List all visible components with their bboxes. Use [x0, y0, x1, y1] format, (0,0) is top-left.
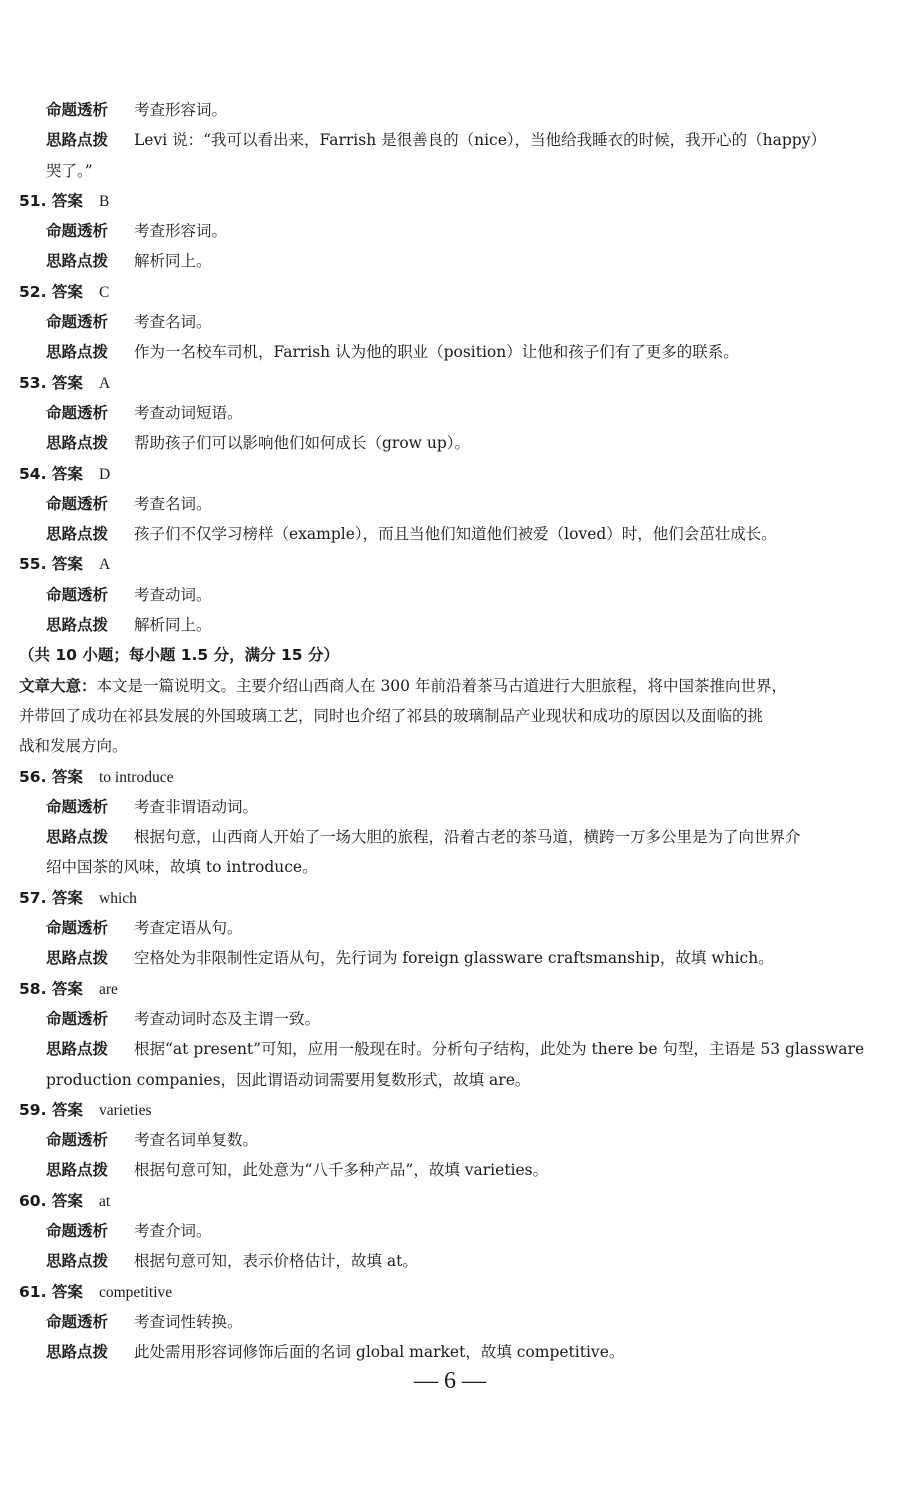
- analysis-label: 命题透析: [46, 1221, 109, 1240]
- analysis-label: 命题透析: [46, 797, 109, 816]
- answer-item-59: [19, 1095, 883, 1186]
- question-number: 60. 答案: [19, 1191, 83, 1210]
- analysis-text: 考查名词。: [134, 313, 212, 332]
- hint-text: 作为一名校车司机，Farrish 认为他的职业（position）让他和孩子们有了更多的联系。: [134, 343, 739, 362]
- hint-label: 思路点拨: [46, 131, 109, 150]
- question-number: 61. 答案: [19, 1282, 83, 1301]
- answer-value: B: [99, 192, 110, 210]
- answer-item-58: [19, 974, 883, 1095]
- answer-item-53: [19, 368, 883, 459]
- analysis-label: 命题透析: [46, 1312, 109, 1331]
- summary-line-1: [19, 671, 883, 701]
- analysis-row: [19, 95, 883, 125]
- question-number: 57. 答案: [19, 888, 83, 907]
- answer-value: C: [99, 283, 110, 301]
- hint-text: 空格处为非限制性定语从句，先行词为 foreign glassware craftsmanship，故填 which。: [134, 949, 774, 968]
- hint-label: 思路点拨: [46, 949, 109, 968]
- summary-line-2: 并带回了成功在祁县发展的外国玻璃工艺，同时也介绍了祁县的玻璃制品产业现状和成功的原因以及面临的挑: [19, 706, 764, 725]
- hint-label: 思路点拨: [46, 525, 109, 544]
- analysis-label: 命题透析: [46, 222, 109, 241]
- analysis-text: 考查动词。: [134, 585, 212, 604]
- answer-value: to introduce: [99, 768, 174, 786]
- hint-continuation: [19, 156, 883, 186]
- hint-label: 思路点拨: [46, 1161, 109, 1180]
- answer-key-content: [19, 95, 883, 1367]
- analysis-text: 考查形容词。: [134, 222, 228, 241]
- analysis-text: 考查名词单复数。: [134, 1131, 259, 1150]
- analysis-text: 考查介词。: [134, 1221, 212, 1240]
- analysis-text: 考查动词时态及主谓一致。: [134, 1009, 321, 1028]
- answer-group-b: [19, 762, 883, 1368]
- hint-text: 根据“at present”可知，应用一般现在时。分析句子结构，此处为 there be 句型，主语是 53 glassware: [134, 1040, 865, 1059]
- analysis-text: 考查定语从句。: [134, 919, 243, 938]
- question-number: 59. 答案: [19, 1100, 83, 1119]
- hint-label: 思路点拨: [46, 252, 109, 271]
- question-number: 53. 答案: [19, 373, 83, 392]
- analysis-text: 考查非谓语动词。: [134, 797, 259, 816]
- hint-label: 思路点拨: [46, 343, 109, 362]
- answer-value: at: [99, 1192, 111, 1210]
- question-number: 52. 答案: [19, 282, 83, 301]
- analysis-label: 命题透析: [46, 1009, 109, 1028]
- question-number: 54. 答案: [19, 464, 83, 483]
- answer-value: competitive: [99, 1283, 173, 1301]
- answer-item-54: [19, 459, 883, 550]
- answer-item-56: [19, 762, 883, 883]
- hint-label: 思路点拨: [46, 1252, 109, 1271]
- hint-label: 思路点拨: [46, 434, 109, 453]
- hint-label: 思路点拨: [46, 1040, 109, 1059]
- hint-continuation: production companies，因此谓语动词需要用复数形式，故填 are。: [46, 1070, 531, 1089]
- question-number: 56. 答案: [19, 767, 83, 786]
- hint-label: 思路点拨: [46, 828, 109, 847]
- answer-value: D: [99, 465, 111, 483]
- analysis-text: 考查形容词。: [134, 101, 228, 119]
- analysis-label: 命题透析: [46, 494, 109, 513]
- answer-value: which: [99, 889, 137, 907]
- hint-text: 解析同上。: [134, 252, 212, 271]
- analysis-label: 命题透析: [46, 403, 109, 422]
- answer-value: A: [99, 556, 111, 574]
- hint-text: 哭了。”: [46, 161, 93, 180]
- question-number: 58. 答案: [19, 979, 83, 998]
- hint-label: 思路点拨: [46, 616, 109, 635]
- answer-value: A: [99, 374, 111, 392]
- hint-text: 解析同上。: [134, 616, 212, 635]
- question-number: 55. 答案: [19, 555, 83, 574]
- analysis-text: 考查名词。: [134, 494, 212, 513]
- answer-item-51: [19, 186, 883, 277]
- analysis-text: 考查动词短语。: [134, 403, 243, 422]
- section-header: （共 10 小题；每小题 1.5 分，满分 15 分）: [19, 646, 339, 665]
- hint-text: 帮助孩子们可以影响他们如何成长（grow up）。: [134, 434, 471, 453]
- question-number: 51. 答案: [19, 191, 83, 210]
- answer-value: varieties: [99, 1101, 152, 1119]
- summary-label: 文章大意：: [19, 676, 97, 695]
- answer-item-60: [19, 1186, 883, 1277]
- summary-text: 本文是一篇说明文。主要介绍山西商人在 300 年前沿着茶马古道进行大胆旅程，将中国茶推向世界，: [96, 676, 787, 695]
- hint-text: 根据句意可知，此处意为“八千多种产品”，故填 varieties。: [134, 1161, 549, 1180]
- hint-label: 思路点拨: [46, 1343, 109, 1362]
- hint-text: 此处需用形容词修饰后面的名词 global market，故填 competitive。: [134, 1343, 625, 1362]
- answer-item-55: [19, 549, 883, 640]
- hint-text: 根据句意，山西商人开始了一场大胆的旅程，沿着古老的茶马道，横跨一万多公里是为了向世界介: [134, 828, 801, 847]
- answer-item-61: [19, 1277, 883, 1368]
- answer-item-57: [19, 883, 883, 974]
- answer-group-a: [19, 186, 883, 640]
- analysis-text: 考查词性转换。: [134, 1312, 243, 1331]
- hint-text: 孩子们不仅学习榜样（example），而且当他们知道他们被爱（loved）时，他们会茁壮成长。: [134, 525, 777, 544]
- analysis-label: 命题透析: [46, 101, 109, 119]
- summary-line-3: 战和发展方向。: [19, 737, 128, 756]
- analysis-label: 命题透析: [46, 313, 109, 332]
- analysis-label: 命题透析: [46, 919, 109, 938]
- answer-item-52: [19, 277, 883, 368]
- hint-text: Levi 说：“我可以看出来，Farrish 是很善良的（nice），当他给我睡衣的时候，我开心的（happy）: [134, 131, 826, 150]
- page-number: — 6 —: [414, 1368, 486, 1394]
- hint-text: 根据句意可知，表示价格估计，故填 at。: [134, 1252, 418, 1271]
- analysis-label: 命题透析: [46, 585, 109, 604]
- hint-continuation: 绍中国茶的风味，故填 to introduce。: [46, 858, 318, 877]
- answer-value: are: [99, 980, 118, 998]
- analysis-label: 命题透析: [46, 1131, 109, 1150]
- hint-row: [19, 125, 883, 155]
